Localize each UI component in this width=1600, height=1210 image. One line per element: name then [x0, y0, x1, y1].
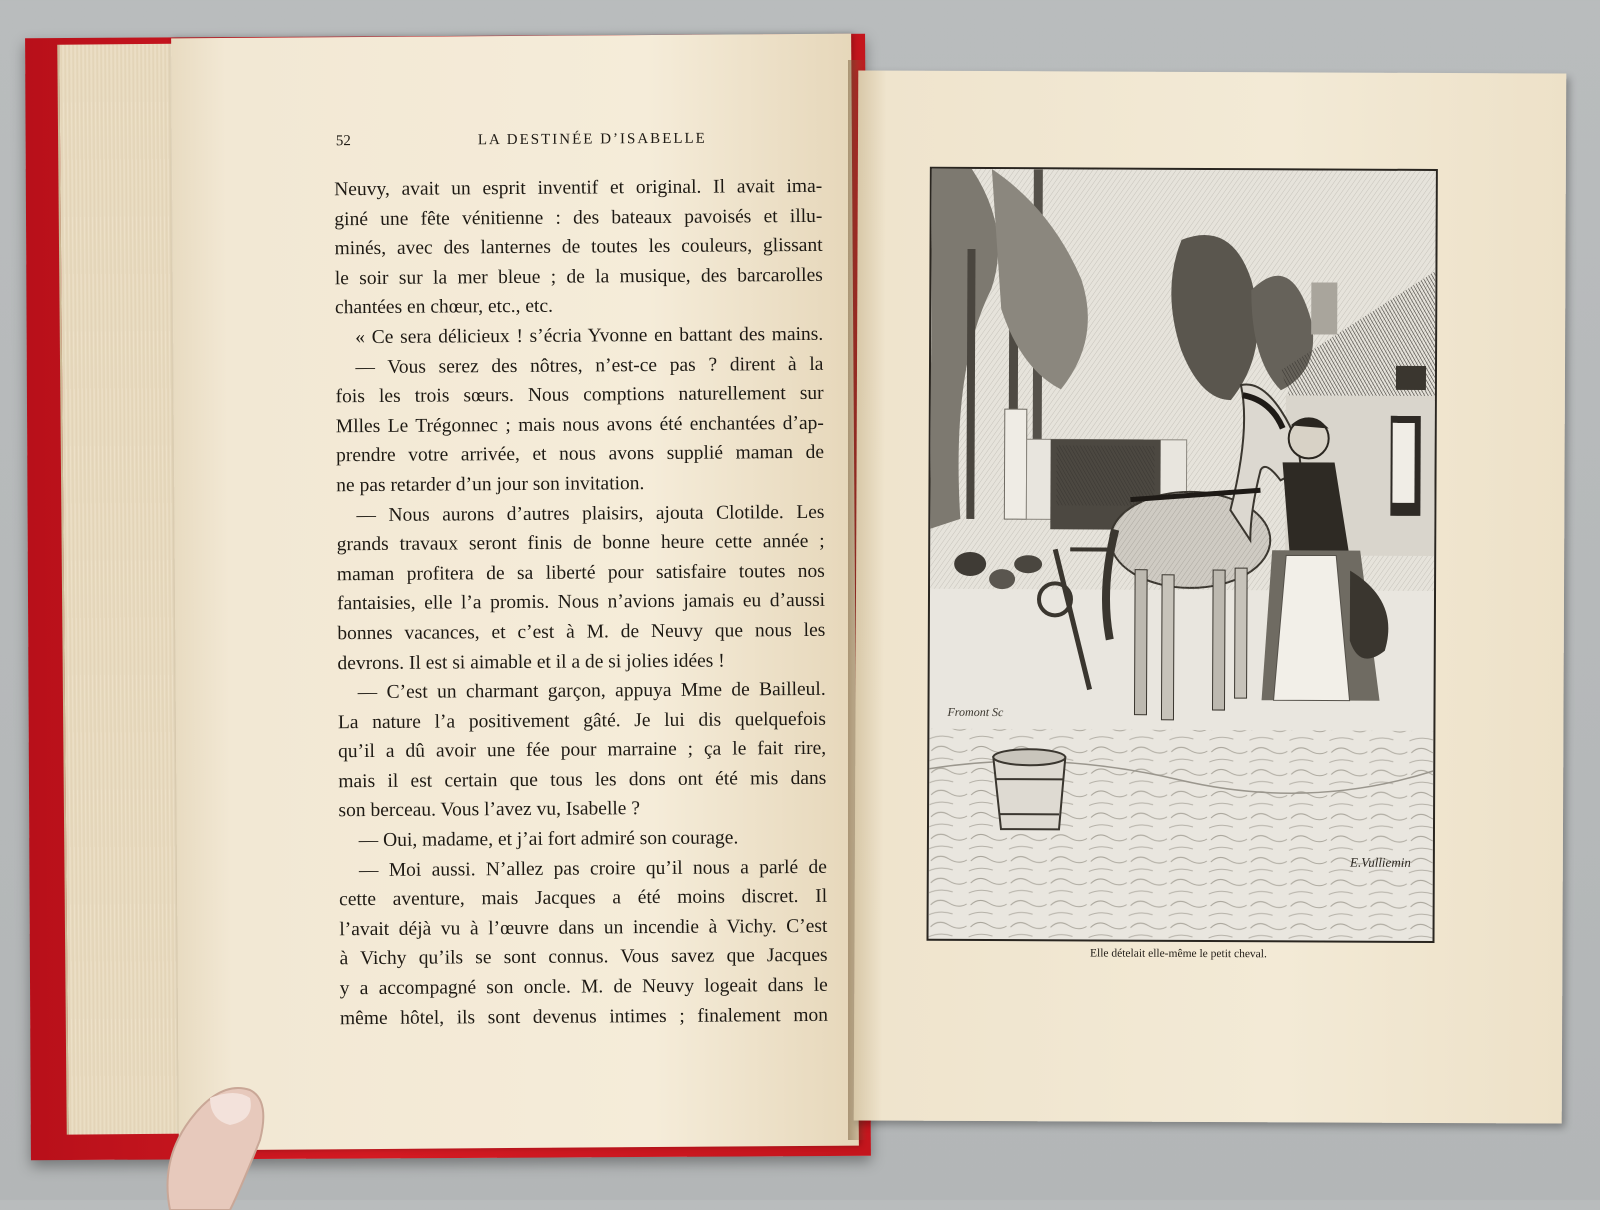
engraver-signature-left: Fromont Sc	[947, 705, 1003, 720]
text-line: ne pas retarder d’un jour son invitation.	[336, 468, 824, 501]
text-line: mais il est certain que tous les dons ont été mis dans	[338, 764, 826, 797]
text-line: prendre votre arrivée, et nous avons supplié maman de	[336, 438, 824, 471]
wooden-bucket	[993, 749, 1065, 829]
text-line: Neuvy, avait un esprit inventif et original. Il avait ima-	[334, 172, 822, 205]
text-line: même hôtel, ils sont devenus intimes ; finalement mon	[340, 1000, 828, 1033]
text-line: qu’il a dû avoir une fée pour marraine ; ça le fait rire,	[338, 734, 826, 767]
running-title: LA DESTINÉE D’ISABELLE	[478, 131, 707, 150]
running-header	[172, 130, 852, 159]
left-page	[171, 34, 859, 1151]
illustration-caption: Elle dételait elle-même le petit cheval.	[926, 947, 1430, 961]
text-line: — C’est un charmant garçon, appuya Mme de Bailleul.	[338, 675, 826, 708]
text-line: fantaisies, elle l’a promis. Nous n’avions jamais eu d’aussi	[337, 586, 825, 619]
thumb	[150, 1070, 280, 1210]
text-line: chantées en chœur, etc., etc.	[335, 290, 823, 323]
text-line: maman profitera de sa liberté pour satisfaire toutes nos	[337, 557, 825, 590]
text-line: devrons. Il est si aimable et il a de si jolies idées !	[337, 645, 825, 678]
body-text	[334, 172, 828, 1034]
text-line: fois les trois sœurs. Nous comptions naturellement sur	[336, 379, 824, 412]
text-line: Mlles Le Trégonnec ; mais nous avons été enchantées d’ap-	[336, 409, 824, 442]
engraving-scene	[929, 169, 1436, 941]
text-line: giné une fête vénitienne : des bateaux pavoisés et illu-	[334, 201, 822, 234]
text-line: grands travaux seront finis de bonne heure cette année ;	[337, 527, 825, 560]
text-line: l’avait déjà vu à l’œuvre dans un incendie à Vichy. C’est	[339, 912, 827, 945]
text-line: le soir sur la mer bleue ; de la musique, des barcarolles	[335, 261, 823, 294]
text-line: — Vous serez des nôtres, n’est-ce pas ? dirent à la	[335, 349, 823, 382]
text-line: à Vichy qu’ils se sont connus. Vous savez que Jacques	[339, 941, 827, 974]
text-line: — Nous aurons d’autres plaisirs, ajouta Clotilde. Les	[336, 497, 824, 530]
text-line: son berceau. Vous l’avez vu, Isabelle ?	[338, 793, 826, 826]
text-line: cette aventure, mais Jacques a été moins discret. Il	[339, 882, 827, 915]
text-line: minés, avec des lanternes de toutes les couleurs, glissant	[334, 231, 822, 264]
text-line: — Moi aussi. N’allez pas croire qu’il nous a parlé de	[339, 852, 827, 885]
text-line: La nature l’a positivement gâté. Je lui dis quelquefois	[338, 705, 826, 738]
text-line: « Ce sera délicieux ! s’écria Yvonne en battant des mains.	[335, 320, 823, 353]
right-page	[854, 70, 1567, 1123]
artist-signature: E.Vulliemin	[1350, 855, 1411, 871]
page-number: 52	[336, 133, 351, 150]
text-line: — Oui, madame, et j’ai fort admiré son courage.	[339, 823, 827, 856]
text-line: bonnes vacances, et c’est à M. de Neuvy que nous les	[337, 616, 825, 649]
engraving-illustration	[926, 167, 1437, 943]
text-line: y a accompagné son oncle. M. de Neuvy logeait dans le	[340, 971, 828, 1004]
